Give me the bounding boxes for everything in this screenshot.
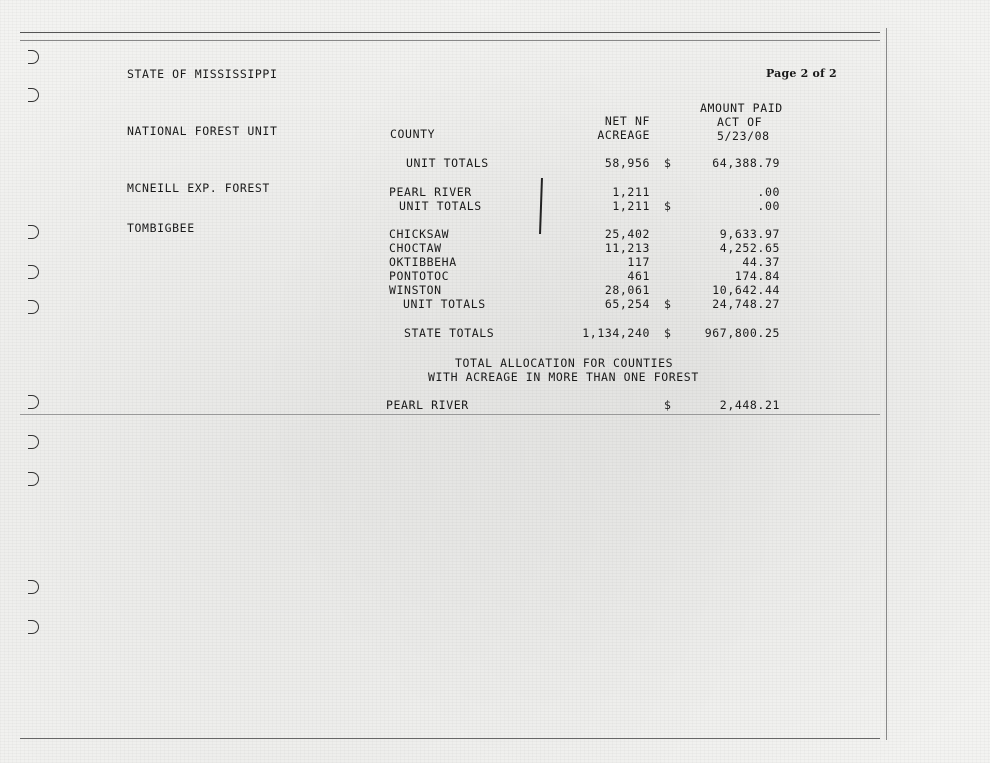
row-amount: 174.84: [734, 269, 780, 283]
column-header-unit: NATIONAL FOREST UNIT: [127, 124, 278, 138]
column-header-amount-2: ACT OF: [717, 115, 763, 129]
row-acreage: 58,956: [604, 156, 650, 170]
row-amount: .00: [757, 185, 780, 199]
punch-hole-icon: [28, 620, 39, 634]
column-header-acreage-1: NET NF: [604, 114, 650, 128]
punch-hole-icon: [28, 225, 39, 239]
row-acreage: 28,061: [604, 283, 650, 297]
punch-hole-icon: [28, 50, 39, 64]
row-unit: TOMBIGBEE: [127, 221, 195, 235]
row-county: PONTOTOC: [389, 269, 450, 283]
state-totals-label: STATE TOTALS: [404, 326, 495, 340]
row-acreage: 25,402: [604, 227, 650, 241]
punch-hole-icon: [28, 88, 39, 102]
row-county: UNIT TOTALS: [403, 297, 486, 311]
right-edge-rule: [886, 28, 887, 740]
punch-hole-icon: [28, 472, 39, 486]
row-amount: 44.37: [742, 255, 780, 269]
state-totals-amount: 967,800.25: [704, 326, 780, 340]
row-acreage: 11,213: [604, 241, 650, 255]
row-acreage: 1,211: [612, 185, 650, 199]
row-county: PEARL RIVER: [389, 185, 472, 199]
row-county: UNIT TOTALS: [406, 156, 489, 170]
punch-hole-icon: [28, 395, 39, 409]
row-dollar: $: [664, 156, 672, 170]
row-dollar: $: [664, 297, 672, 311]
row-unit: MCNEILL EXP. FOREST: [127, 181, 270, 195]
pen-mark: [539, 178, 543, 234]
row-amount: 64,388.79: [712, 156, 780, 170]
row-acreage: 461: [627, 269, 650, 283]
row-acreage: 117: [627, 255, 650, 269]
column-header-acreage-2: ACREAGE: [597, 128, 650, 142]
top-rule-secondary: [20, 40, 880, 41]
row-amount: 9,633.97: [719, 227, 780, 241]
row-amount: 10,642.44: [712, 283, 780, 297]
row-county: OKTIBBEHA: [389, 255, 457, 269]
column-header-county: COUNTY: [390, 127, 436, 141]
punch-hole-icon: [28, 265, 39, 279]
row-amount: 24,748.27: [712, 297, 780, 311]
state-totals-acreage: 1,134,240: [582, 326, 650, 340]
row-dollar: $: [664, 199, 672, 213]
allocation-title-2: WITH ACREAGE IN MORE THAN ONE FOREST: [428, 370, 699, 384]
page-number: Page 2 of 2: [766, 67, 837, 80]
row-acreage: 65,254: [604, 297, 650, 311]
row-amount: .00: [757, 199, 780, 213]
row-county: UNIT TOTALS: [399, 199, 482, 213]
row-county: WINSTON: [389, 283, 442, 297]
state-totals-dollar: $: [664, 326, 672, 340]
column-header-amount-3: 5/23/08: [717, 129, 770, 143]
top-rule: [20, 32, 880, 33]
allocation-title-1: TOTAL ALLOCATION FOR COUNTIES: [455, 356, 674, 370]
column-header-amount-1: AMOUNT PAID: [700, 101, 783, 115]
punch-hole-icon: [28, 580, 39, 594]
row-county: CHOCTAW: [389, 241, 442, 255]
punch-hole-icon: [28, 300, 39, 314]
row-county: CHICKSAW: [389, 227, 450, 241]
allocation-county: PEARL RIVER: [386, 398, 469, 412]
row-amount: 4,252.65: [719, 241, 780, 255]
bottom-rule: [20, 738, 880, 739]
row-acreage: 1,211: [612, 199, 650, 213]
allocation-dollar: $: [664, 398, 672, 412]
punch-hole-icon: [28, 435, 39, 449]
allocation-amount: 2,448.21: [719, 398, 780, 412]
state-title: STATE OF MISSISSIPPI: [127, 67, 278, 81]
fold-line: [20, 414, 880, 415]
